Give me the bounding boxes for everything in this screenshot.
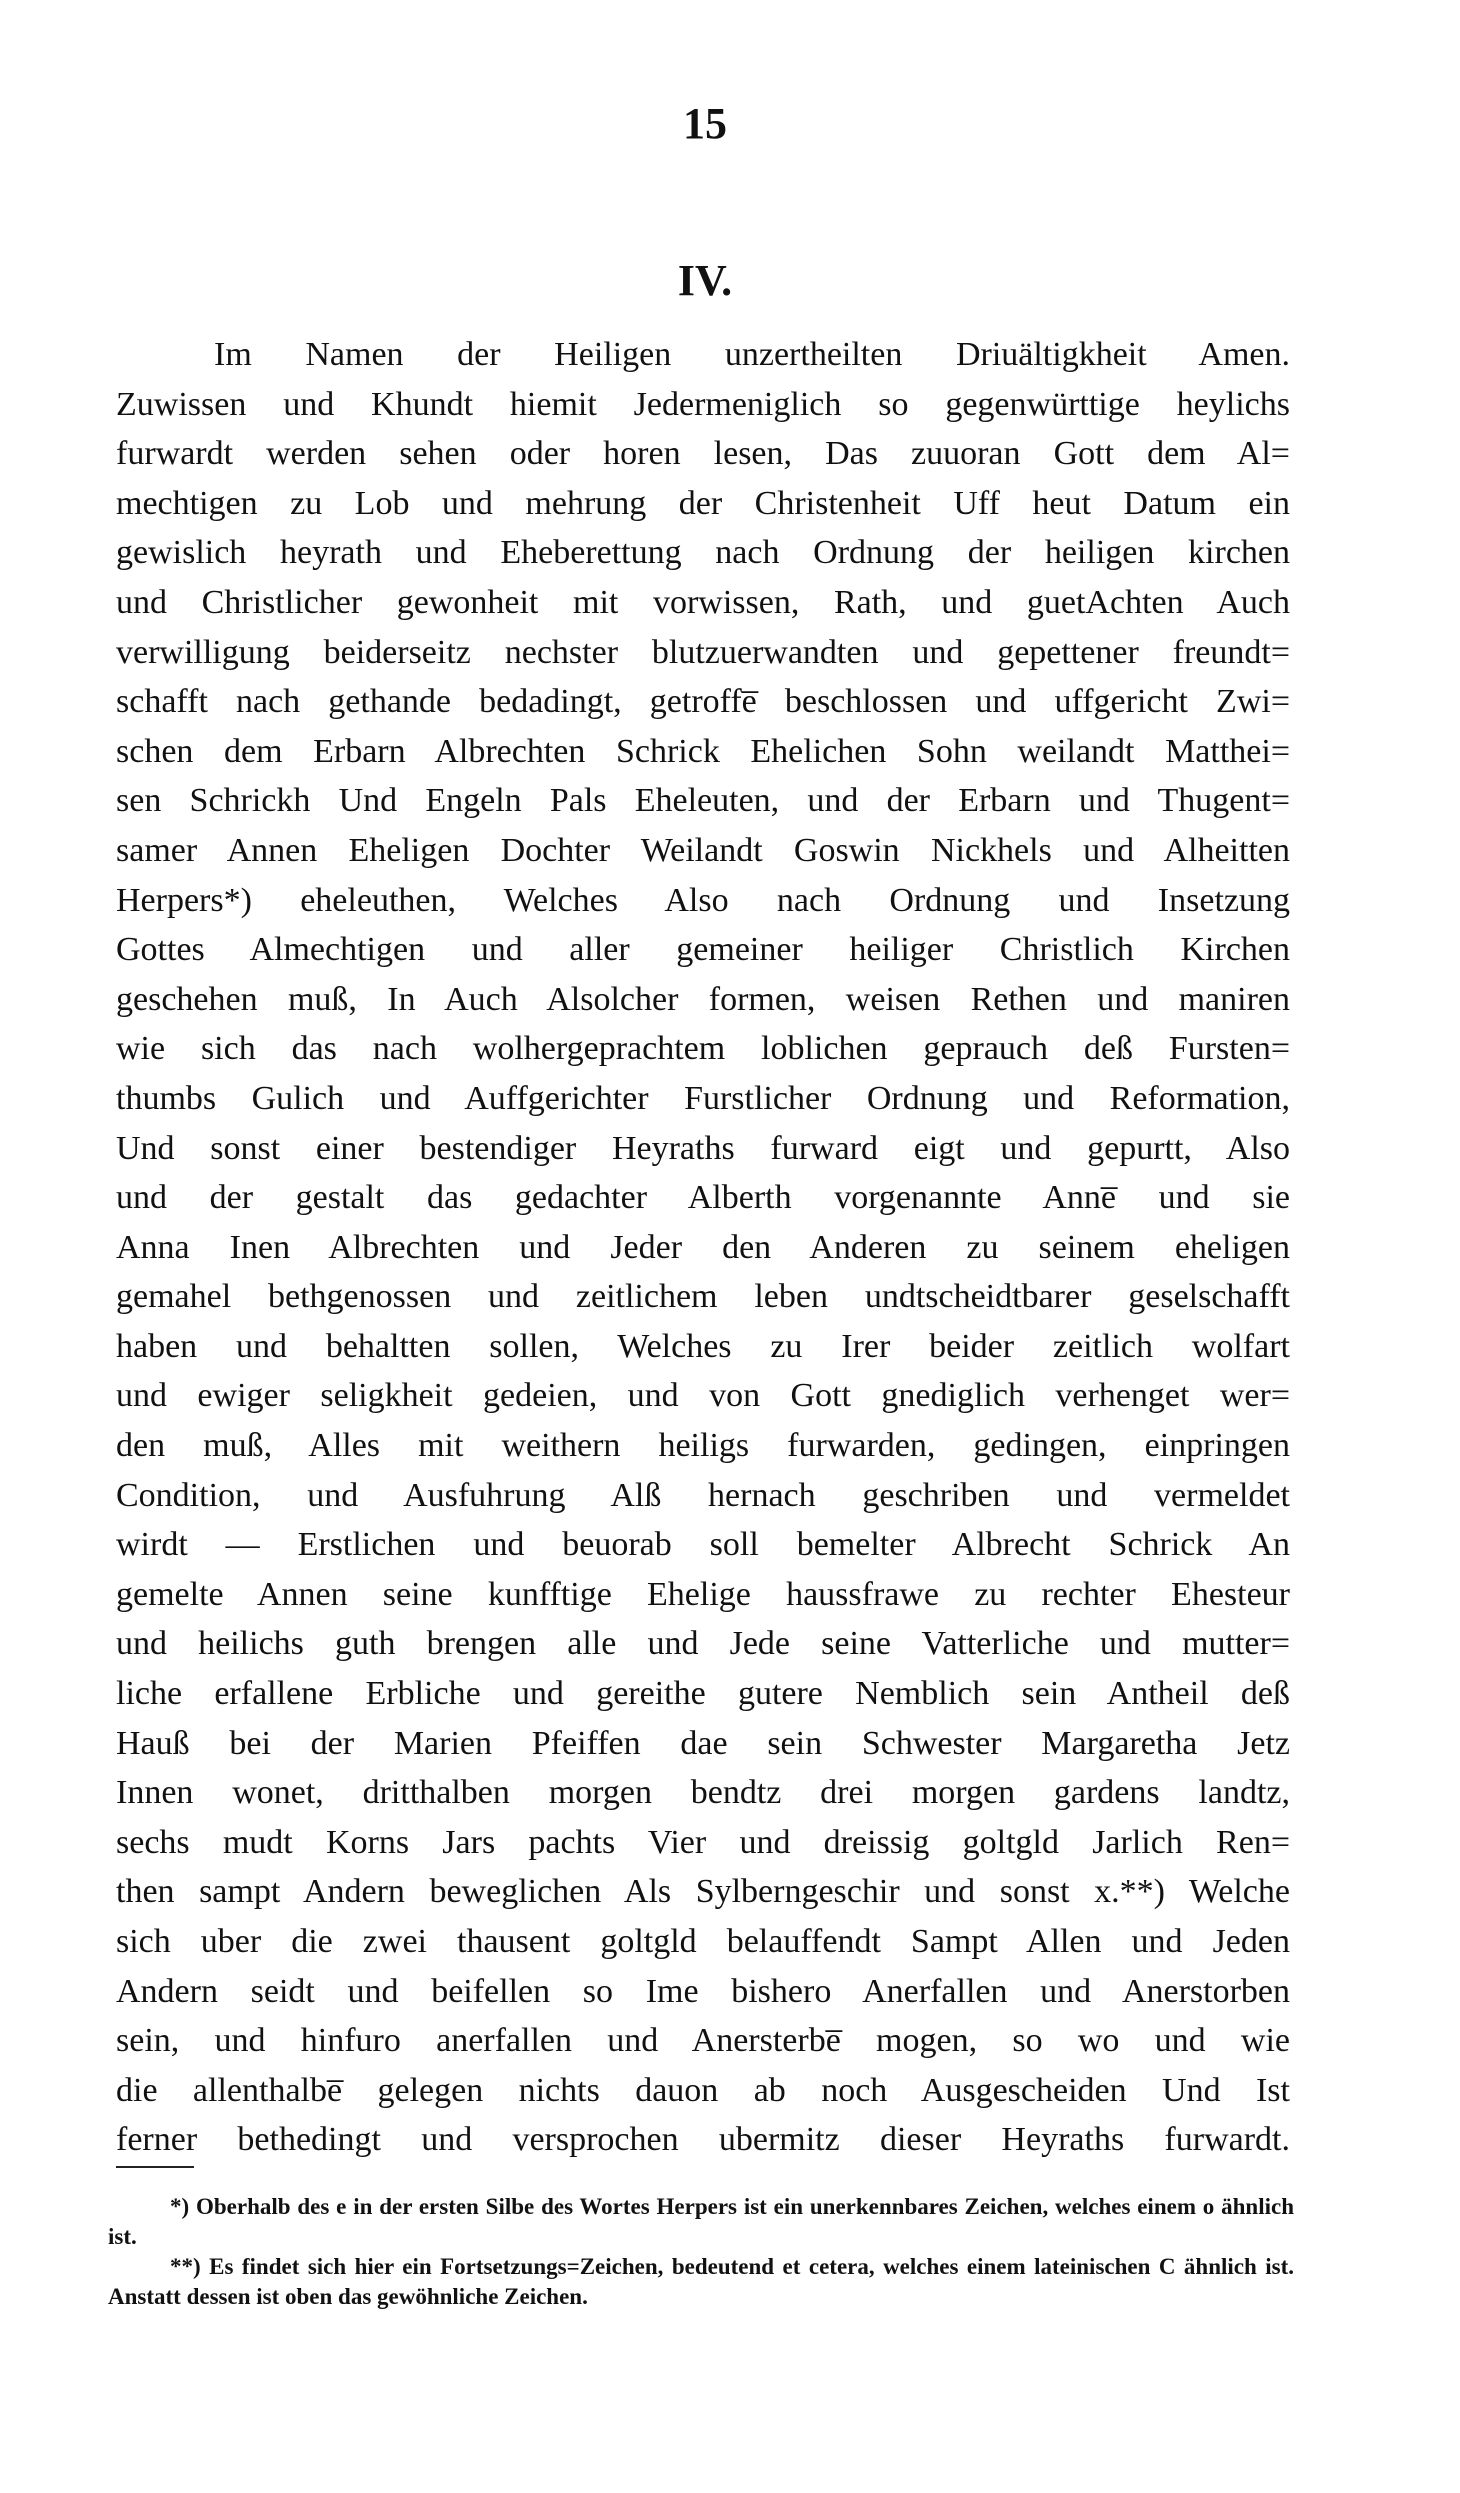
text-line: Andern seidt und beifellen so Ime bishero Anerfallen und Anerstorben bbox=[116, 1972, 1290, 2010]
text-line: sich uber die zwei thausent goltgld belauffendt Sampt Allen und Jeden bbox=[116, 1923, 1290, 1960]
text-line: Anna Inen Albrechten und Jeder den Anderen zu seinem eheligen bbox=[116, 1228, 1290, 1266]
text-line: geschehen muß, In Auch Alsolcher formen, weisen Rethen und maniren bbox=[116, 980, 1290, 1018]
footnote-1: *) Oberhalb des e in der ersten Silbe des Wortes Herpers ist ein unerkennbares Zeichen, welches einem o ähnlich ist. bbox=[108, 2194, 1294, 2249]
text-line: die allenthalbe̅ gelegen nichts dauon ab noch Ausgescheiden Und Ist bbox=[116, 2071, 1290, 2109]
footnote-divider bbox=[116, 2166, 194, 2168]
text-line: Herpers*) eheleuthen, Welches Also nach Ordnung und Insetzung bbox=[116, 881, 1290, 919]
text-line: und heilichs guth brengen alle und Jede seine Vatterliche und mutter= bbox=[116, 1625, 1290, 1663]
text-line: then sampt Andern beweglichen Als Sylberngeschir und sonst x.**) Welche bbox=[116, 1873, 1290, 1911]
text-line: sein, und hinfuro anerfallen und Anersterbe̅ mogen, so wo und wie bbox=[116, 2022, 1290, 2060]
text-line: Gottes Almechtigen und aller gemeiner heiliger Christlich Kirchen bbox=[116, 931, 1290, 969]
text-line: Innen wonet, dritthalben morgen bendtz drei morgen gardens landtz, bbox=[116, 1774, 1290, 1812]
text-line: schafft nach gethande bedadingt, getroffe̅ beschlossen und uffgericht Zwi= bbox=[116, 683, 1290, 721]
footnote-2: **) Es findet sich hier ein Fortsetzungs=Zeichen, bedeutend et cetera, welches einem lateinischen C ähnlich ist. Anstatt dessen ist oben das gewöhnliche Zeichen. bbox=[108, 2254, 1294, 2309]
text-line: ferner bethedingt und versprochen ubermitz dieser Heyraths furwardt. bbox=[116, 2121, 1290, 2159]
text-line: Im Namen der Heiligen unzertheilten Driuältigkheit Amen. bbox=[214, 336, 1290, 373]
text-line: Hauß bei der Marien Pfeiffen dae sein Schwester Margaretha Jetz bbox=[116, 1724, 1290, 1762]
text-line: den muß, Alles mit weithern heiligs furwarden, gedingen, einpringen bbox=[116, 1427, 1290, 1465]
text-line: liche erfallene Erbliche und gereithe gutere Nemblich sein Antheil deß bbox=[116, 1675, 1290, 1713]
footnotes bbox=[108, 2192, 1294, 2312]
text-line: Und sonst einer bestendiger Heyraths furward eigt und gepurtt, Also bbox=[116, 1129, 1290, 1167]
text-line: haben und behaltten sollen, Welches zu Irer beider zeitlich wolfart bbox=[116, 1327, 1290, 1365]
text-line: furwardt werden sehen oder horen lesen, Das zuuoran Gott dem Al= bbox=[116, 435, 1290, 473]
text-line: schen dem Erbarn Albrechten Schrick Ehelichen Sohn weilandt Matthei= bbox=[116, 732, 1290, 770]
text-line: wirdt — Erstlichen und beuorab soll bemelter Albrecht Schrick An bbox=[116, 1526, 1290, 1564]
text-line: mechtigen zu Lob und mehrung der Christenheit Uff heut Datum ein bbox=[116, 484, 1290, 522]
text-line: sen Schrickh Und Engeln Pals Eheleuten, und der Erbarn und Thugent= bbox=[116, 782, 1290, 820]
text-line: verwilligung beiderseitz nechster blutzuerwandten und gepettener freundt= bbox=[116, 633, 1290, 671]
text-line: Zuwissen und Khundt hiemit Jedermeniglich so gegenwürttige heylichs bbox=[116, 385, 1290, 423]
chapter-heading: IV. bbox=[677, 256, 733, 305]
text-line: wie sich das nach wolhergeprachtem loblichen geprauch deß Fursten= bbox=[116, 1030, 1290, 1068]
text-line: sechs mudt Korns Jars pachts Vier und dreissig goltgld Jarlich Ren= bbox=[116, 1823, 1290, 1861]
text-line: Condition, und Ausfuhrung Alß hernach geschriben und vermeldet bbox=[116, 1476, 1290, 1514]
page-number: 15 bbox=[683, 99, 727, 148]
body-text bbox=[116, 330, 1290, 2165]
text-line: thumbs Gulich und Auffgerichter Furstlicher Ordnung und Reformation, bbox=[116, 1079, 1290, 1117]
text-line: gewislich heyrath und Eheberettung nach Ordnung der heiligen kirchen bbox=[116, 534, 1290, 572]
text-line: und der gestalt das gedachter Alberth vorgenannte Anne̅ und sie bbox=[116, 1179, 1290, 1217]
text-line: und Christlicher gewonheit mit vorwissen, Rath, und guetAchten Auch bbox=[116, 583, 1290, 621]
text-line: und ewiger seligkheit gedeien, und von Gott gnediglich verhenget wer= bbox=[116, 1377, 1290, 1415]
text-line: gemahel bethgenossen und zeitlichem leben undtscheidtbarer geselschafft bbox=[116, 1278, 1290, 1316]
text-line: gemelte Annen seine kunfftige Ehelige haussfrawe zu rechter Ehesteur bbox=[116, 1575, 1290, 1613]
text-line: samer Annen Eheligen Dochter Weilandt Goswin Nickhels und Alheitten bbox=[116, 831, 1290, 869]
